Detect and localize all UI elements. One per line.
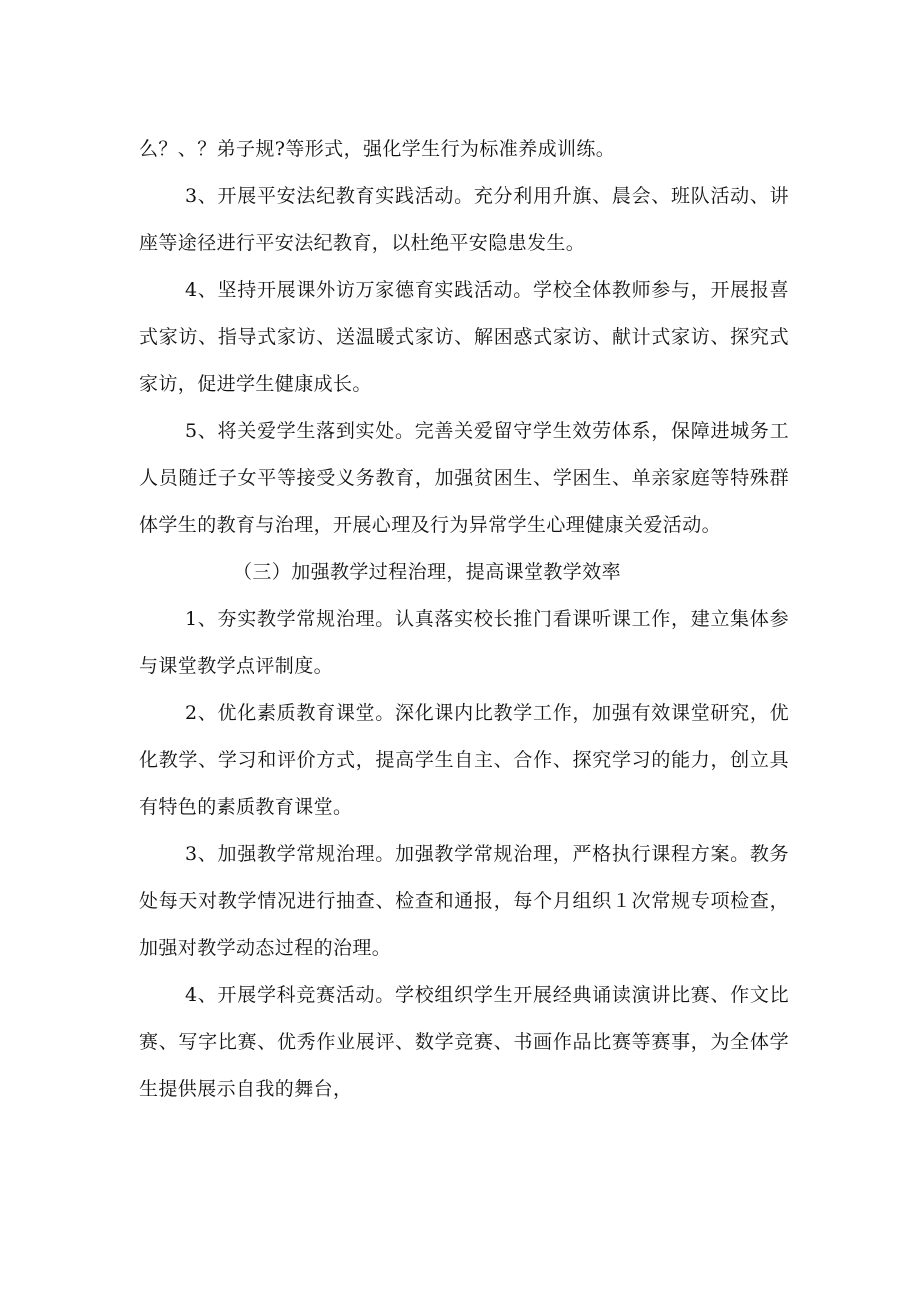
- paragraph-item-3-safety-law-education: 3、开展平安法纪教育实践活动。充分利用升旗、晨会、班队活动、讲座等途径进行平安法纪教育，以杜绝平安隐患发生。: [139, 185, 789, 254]
- paragraph-item-4-subject-competitions: 4、开展学科竞赛活动。学校组织学生开展经典诵读演讲比赛、作文比赛、写字比赛、优秀作业展评、数学竞赛、书画作品比赛等赛事，为全体学生提供展示自我的舞台，: [139, 984, 789, 1100]
- paragraph-item-3-teaching-routine-management: 3、加强教学常规治理。加强教学常规治理，严格执行课程方案。教务处每天对教学情况进行抽查、检查和通报，每个月组织１次常规专项检查，加强对教学动态过程的治理。: [139, 843, 789, 959]
- section-heading-teaching-process: （三）加强教学过程治理，提高课堂教学效率: [233, 561, 622, 583]
- paragraph-continuation: 么？、？弟子规?等形式，强化学生行为标准养成训练。: [139, 138, 616, 160]
- paragraph-item-4-home-visits: 4、坚持开展课外访万家德育实践活动。学校全体教师参与，开展报喜式家访、指导式家访、送温暖式家访、解困惑式家访、献计式家访、探究式家访，促进学生健康成长。: [139, 279, 789, 395]
- paragraph-item-5-student-care: 5、将关爱学生落到实处。完善关爱留守学生效劳体系，保障进城务工人员随迁子女平等接受义务教育，加强贫困生、学困生、单亲家庭等特殊群体学生的教育与治理，开展心理及行为异常学生心理健康关爱活动。: [139, 420, 789, 536]
- paragraph-item-2-quality-classroom: 2、优化素质教育课堂。深化课内比教学工作，加强有效课堂研究，优化教学、学习和评价方式，提高学生自主、合作、探究学习的能力，创立具有特色的素质教育课堂。: [139, 702, 789, 818]
- paragraph-item-1-teaching-routine: 1、夯实教学常规治理。认真落实校长推门看课听课工作，建立集体参与课堂教学点评制度。: [139, 608, 789, 677]
- document-body: [139, 126, 789, 1113]
